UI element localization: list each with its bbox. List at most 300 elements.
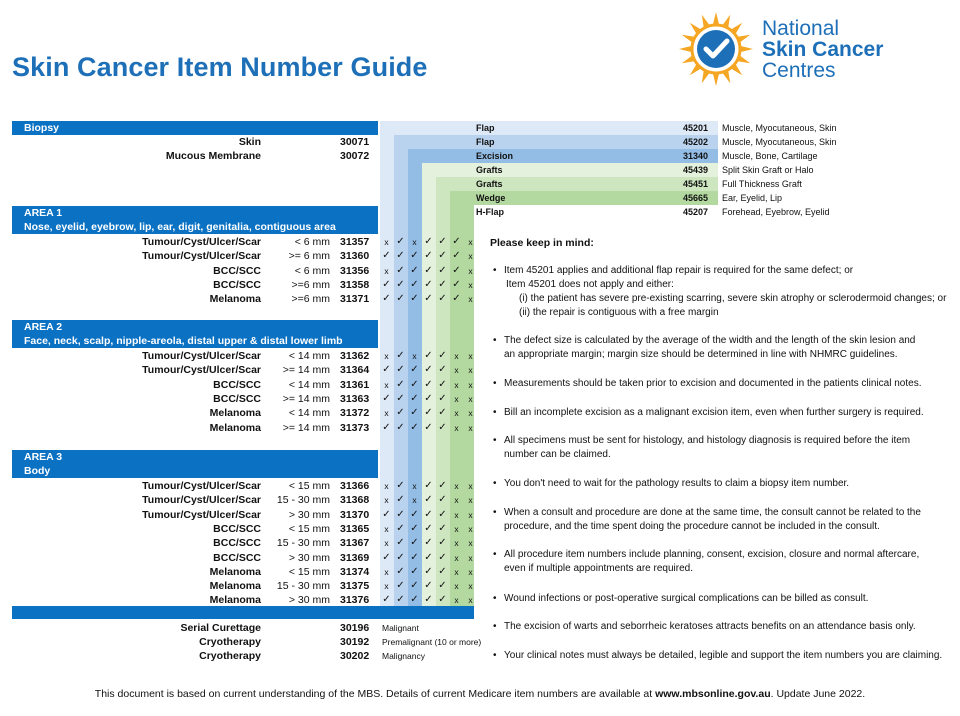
flap-number: 45439	[682, 165, 708, 175]
other-code: 30202	[340, 650, 370, 663]
item-size: < 6 mm	[294, 264, 330, 277]
area-title: AREA 3	[12, 450, 378, 464]
item-size: < 14 mm	[288, 407, 330, 420]
check-mark: ✓	[424, 594, 433, 606]
page-title: Skin Cancer Item Number Guide	[12, 52, 428, 82]
note-text	[504, 264, 955, 320]
check-mark: ✓	[410, 250, 419, 262]
note-line: All procedure item numbers include planning, consent, excision, closure and normal aftercare,	[504, 549, 920, 560]
item-label: Melanoma	[209, 565, 261, 578]
sun-ray	[679, 46, 691, 52]
check-mark: ✓	[438, 250, 447, 262]
biopsy-header: Biopsy	[12, 121, 378, 135]
note-line: The excision of warts and seborrheic keratoses attracts benefits on an attendance basis only.	[504, 621, 916, 632]
item-label: Tumour/Cyst/Ulcer/Scar	[142, 350, 261, 362]
cross-mark: x	[454, 581, 459, 592]
item-code: 31356	[340, 264, 370, 277]
note-item	[493, 548, 955, 576]
note-line: Your clinical notes must always be detailed, legible and support the item numbers you are claiming.	[504, 650, 943, 661]
check-mark: ✓	[424, 250, 433, 262]
flap-description: Full Thickness Graft	[722, 179, 802, 189]
biopsy-code: 30072	[340, 150, 370, 162]
other-label: Cryotherapy	[199, 636, 261, 649]
cross-mark: x	[384, 265, 389, 276]
check-mark: ✓	[410, 407, 419, 419]
cross-mark: x	[454, 595, 459, 606]
note-line: You don't need to wait for the pathology results to claim a biopsy item number.	[504, 478, 850, 489]
sun-ray	[741, 46, 753, 52]
flap-row	[474, 205, 718, 219]
cross-mark: x	[384, 237, 389, 247]
note-item	[493, 334, 955, 362]
footer-text: This document is based on current understanding of the MBS. Details of current Medicare item numbers are available at	[94, 688, 656, 700]
item-code: 31370	[340, 508, 370, 521]
note-line: (i) the patient has severe pre-existing scarring, severe skin atrophy or sclerodermoid changes; or	[519, 293, 947, 304]
flap-description: Ear, Eyelid, Lip	[722, 193, 783, 203]
note-item	[493, 620, 955, 634]
note-item	[493, 377, 955, 391]
item-label: Tumour/Cyst/Ulcer/Scar	[142, 236, 261, 248]
flap-description: Muscle, Bone, Cartilage	[722, 151, 818, 161]
cross-mark: x	[454, 379, 459, 390]
bullet-icon: •	[493, 593, 497, 604]
flap-name: Excision	[476, 151, 514, 161]
cross-mark: x	[454, 566, 459, 577]
item-size: >=6 mm	[291, 293, 330, 306]
logo	[676, 10, 956, 88]
cross-mark: x	[454, 538, 459, 549]
biopsy-label: Mucous Membrane	[165, 150, 261, 162]
item-code: 31369	[340, 551, 370, 564]
note-line: an appropriate margin; margin size should be determined in line with NHMRC guidelines.	[504, 349, 898, 360]
area-title: AREA 2	[12, 320, 378, 334]
check-mark: ✓	[410, 594, 419, 606]
item-code: 31360	[340, 250, 370, 263]
check-mark: ✓	[396, 522, 405, 534]
check-mark: ✓	[424, 392, 433, 404]
cross-mark: x	[468, 393, 473, 404]
other-label: Cryotherapy	[199, 650, 261, 663]
cross-mark: x	[468, 523, 473, 534]
item-size: 15 - 30 mm	[276, 580, 330, 593]
check-mark: ✓	[396, 421, 405, 433]
item-label: BCC/SCC	[213, 264, 261, 277]
check-mark: ✓	[438, 392, 447, 404]
item-label: Melanoma	[209, 407, 261, 420]
item-label: Tumour/Cyst/Ulcer/Scar	[142, 364, 261, 377]
check-mark: ✓	[424, 421, 433, 433]
other-label: Serial Curettage	[180, 622, 261, 634]
cross-mark: x	[412, 237, 417, 247]
bullet-icon: •	[493, 507, 497, 518]
item-label: BCC/SCC	[213, 378, 261, 391]
bullet-icon: •	[493, 435, 497, 446]
check-mark: ✓	[396, 392, 405, 404]
cross-mark: x	[454, 523, 459, 534]
bullet-icon: •	[493, 549, 497, 560]
check-mark: ✓	[438, 594, 447, 606]
cross-mark: x	[468, 408, 473, 419]
item-code: 31357	[340, 236, 370, 248]
check-mark: ✓	[396, 364, 405, 376]
cross-mark: x	[384, 566, 389, 577]
item-code: 31374	[340, 565, 370, 578]
check-mark: ✓	[438, 494, 447, 506]
check-mark: ✓	[424, 494, 433, 506]
check-mark: ✓	[396, 480, 405, 491]
check-mark: ✓	[396, 551, 405, 563]
bullet-icon: •	[493, 650, 497, 661]
section-divider	[12, 606, 474, 619]
item-code: 31373	[340, 421, 370, 434]
cross-mark: x	[468, 251, 473, 262]
flap-description: Split Skin Graft or Halo	[722, 165, 814, 175]
check-mark: ✓	[424, 264, 433, 276]
check-mark: ✓	[438, 421, 447, 433]
check-mark: ✓	[396, 293, 405, 305]
item-label: Melanoma	[209, 421, 261, 434]
check-mark: ✓	[396, 378, 405, 390]
flap-number: 45202	[682, 137, 708, 147]
note-line: Wound infections or post-operative surgical complications can be billed as consult.	[504, 593, 869, 604]
check-mark: ✓	[438, 580, 447, 592]
check-mark: ✓	[410, 392, 419, 404]
check-mark: ✓	[438, 378, 447, 390]
logo-line-2: Skin Cancer	[762, 38, 884, 61]
check-mark: ✓	[410, 278, 419, 290]
logo-line-1: National	[762, 17, 840, 40]
item-size: < 6 mm	[294, 236, 330, 248]
cross-mark: x	[384, 408, 389, 419]
check-mark: ✓	[396, 508, 405, 520]
check-mark: ✓	[438, 537, 447, 549]
check-mark: ✓	[396, 580, 405, 592]
item-code: 31358	[340, 278, 370, 291]
cross-mark: x	[384, 581, 389, 592]
check-mark: ✓	[410, 264, 419, 276]
other-code: 30192	[340, 636, 370, 649]
check-mark: ✓	[424, 508, 433, 520]
check-mark: ✓	[438, 236, 447, 247]
note-line: procedure, and the time spent doing the procedure cannot be included in the consult.	[504, 521, 880, 532]
flap-description: Forehead, Eyebrow, Eyelid	[722, 207, 830, 217]
check-mark: ✓	[424, 565, 433, 577]
check-mark: ✓	[410, 565, 419, 577]
item-code: 31363	[340, 392, 370, 405]
note-text	[504, 406, 955, 420]
check-mark: ✓	[438, 364, 447, 376]
note-text	[504, 620, 955, 634]
note-item	[493, 406, 955, 420]
note-text	[504, 649, 955, 663]
item-code: 31368	[340, 494, 370, 507]
check-mark: ✓	[396, 594, 405, 606]
cross-mark: x	[384, 481, 389, 491]
item-code: 31362	[340, 350, 370, 362]
cross-mark: x	[468, 581, 473, 592]
cross-mark: x	[468, 538, 473, 549]
bullet-icon: •	[493, 621, 497, 632]
cross-mark: x	[468, 495, 473, 506]
item-size: >=6 mm	[291, 278, 330, 291]
check-mark: ✓	[396, 278, 405, 290]
check-mark: ✓	[438, 565, 447, 577]
note-item	[493, 264, 955, 320]
item-code: 31361	[340, 378, 370, 391]
item-code: 31375	[340, 580, 370, 593]
flap-row	[474, 191, 718, 205]
sun-check-logo-icon	[676, 10, 756, 88]
flap-row	[474, 177, 718, 191]
check-mark: ✓	[382, 594, 391, 606]
note-item	[493, 434, 955, 462]
item-label: Tumour/Cyst/Ulcer/Scar	[142, 494, 261, 507]
check-mark: ✓	[410, 522, 419, 534]
cross-mark: x	[468, 481, 473, 491]
check-mark: ✓	[396, 350, 405, 361]
check-mark: ✓	[438, 350, 447, 361]
flap-name: Flap	[476, 137, 495, 147]
cross-mark: x	[468, 509, 473, 520]
check-mark: ✓	[382, 421, 391, 433]
cross-mark: x	[384, 495, 389, 506]
cross-mark: x	[454, 552, 459, 563]
item-code: 31371	[340, 293, 370, 306]
flap-name: H-Flap	[476, 207, 504, 217]
item-label: Melanoma	[209, 580, 261, 593]
check-mark: ✓	[382, 392, 391, 404]
cross-mark: x	[384, 351, 389, 361]
cross-mark: x	[412, 351, 417, 361]
biopsy-code: 30071	[340, 136, 370, 148]
cross-mark: x	[468, 365, 473, 376]
check-mark: ✓	[382, 508, 391, 520]
check-mark: ✓	[382, 364, 391, 376]
item-label: Melanoma	[209, 293, 261, 306]
item-size: < 15 mm	[288, 565, 330, 578]
bullet-icon: •	[493, 335, 497, 346]
biopsy-label: Skin	[238, 136, 261, 148]
check-mark: ✓	[410, 537, 419, 549]
item-label: Melanoma	[209, 594, 261, 607]
item-label: BCC/SCC	[213, 278, 261, 291]
footer	[0, 688, 960, 700]
check-mark: ✓	[424, 522, 433, 534]
cross-mark: x	[468, 422, 473, 433]
note-item	[493, 506, 955, 534]
cross-mark: x	[468, 379, 473, 390]
check-mark: ✓	[410, 378, 419, 390]
item-label: BCC/SCC	[213, 522, 261, 535]
check-mark: ✓	[424, 480, 433, 491]
item-label: Tumour/Cyst/Ulcer/Scar	[142, 480, 261, 492]
footer-suffix: . Update June 2022.	[770, 688, 866, 700]
item-code: 31376	[340, 594, 370, 607]
note-item	[493, 649, 955, 663]
check-mark: ✓	[410, 551, 419, 563]
note-item	[493, 477, 955, 491]
other-description: Malignant	[382, 623, 419, 633]
cross-mark: x	[468, 552, 473, 563]
item-size: >= 14 mm	[282, 421, 330, 434]
item-code: 31372	[340, 407, 370, 420]
check-mark: ✓	[382, 551, 391, 563]
check-mark: ✓	[424, 350, 433, 361]
note-text	[504, 506, 955, 534]
flap-description: Muscle, Myocutaneous, Skin	[722, 123, 837, 133]
note-item	[493, 592, 955, 606]
check-mark: ✓	[424, 364, 433, 376]
flap-number: 45201	[682, 123, 708, 133]
bullet-icon: •	[493, 478, 497, 489]
item-size: < 14 mm	[288, 378, 330, 391]
flap-row	[474, 121, 718, 135]
check-mark: ✓	[396, 236, 405, 247]
cross-mark: x	[468, 566, 473, 577]
flap-number: 45665	[682, 193, 708, 203]
item-label: Tumour/Cyst/Ulcer/Scar	[142, 508, 261, 521]
check-mark: ✓	[452, 278, 461, 290]
cross-mark: x	[468, 279, 473, 290]
check-mark: ✓	[438, 551, 447, 563]
note-text	[504, 334, 955, 362]
note-line: All specimens must be sent for histology, and histology diagnosis is required before the item	[504, 435, 911, 446]
cross-mark: x	[468, 294, 473, 305]
note-line: even if multiple appointments are required.	[504, 563, 693, 574]
check-mark: ✓	[382, 278, 391, 290]
sun-ray	[713, 74, 719, 86]
cross-mark: x	[384, 538, 389, 549]
area-subtitle: Face, neck, scalp, nipple-areola, distal upper & distal lower limb	[12, 334, 378, 348]
other-description: Premalignant (10 or more)	[382, 637, 482, 648]
flap-name: Grafts	[476, 165, 503, 175]
item-size: > 30 mm	[288, 508, 330, 521]
item-size: < 14 mm	[288, 350, 330, 362]
cross-mark: x	[454, 509, 459, 520]
item-size: >= 6 mm	[288, 250, 330, 263]
cross-mark: x	[454, 408, 459, 419]
note-line: number can be claimed.	[504, 449, 611, 460]
cross-mark: x	[454, 365, 459, 376]
item-size: > 30 mm	[288, 594, 330, 607]
item-code: 31367	[340, 537, 370, 550]
item-size: < 15 mm	[288, 522, 330, 535]
cross-mark: x	[384, 523, 389, 534]
check-mark: ✓	[438, 522, 447, 534]
check-mark: ✓	[438, 293, 447, 305]
flap-row	[474, 135, 718, 149]
check-mark: ✓	[424, 278, 433, 290]
check-mark: ✓	[396, 250, 405, 262]
check-mark: ✓	[410, 421, 419, 433]
bullet-icon: •	[493, 265, 497, 276]
item-label: Tumour/Cyst/Ulcer/Scar	[142, 250, 261, 263]
bullet-icon: •	[493, 378, 497, 389]
cross-mark: x	[454, 393, 459, 404]
flap-row	[474, 163, 718, 177]
check-mark: ✓	[424, 236, 433, 247]
item-code: 31364	[340, 364, 370, 377]
note-line: When a consult and procedure are done at the same time, the consult cannot be related to the	[504, 507, 921, 518]
check-mark: ✓	[396, 537, 405, 549]
cross-mark: x	[468, 237, 473, 247]
item-size: 15 - 30 mm	[276, 494, 330, 507]
check-mark: ✓	[438, 480, 447, 491]
note-line: Bill an incomplete excision as a malignant excision item, even when further surgery is required.	[504, 407, 924, 418]
item-code: 31366	[340, 480, 370, 492]
check-mark: ✓	[382, 250, 391, 262]
area-subtitle: Body	[12, 464, 378, 478]
check-mark: ✓	[438, 264, 447, 276]
item-size: > 30 mm	[288, 551, 330, 564]
note-text	[504, 548, 955, 576]
check-mark: ✓	[424, 293, 433, 305]
check-mark: ✓	[424, 407, 433, 419]
note-text	[504, 592, 955, 606]
check-mark: ✓	[410, 364, 419, 376]
check-mark: ✓	[438, 407, 447, 419]
area-title: AREA 1	[12, 206, 378, 220]
flap-name: Wedge	[476, 193, 506, 203]
cross-mark: x	[412, 481, 417, 491]
note-text	[504, 377, 955, 391]
footer-link[interactable]: www.mbsonline.gov.au	[655, 688, 771, 700]
check-mark: ✓	[396, 407, 405, 419]
item-label: BCC/SCC	[213, 392, 261, 405]
flap-name: Flap	[476, 123, 495, 133]
logo-line-3: Centres	[762, 59, 836, 82]
check-mark: ✓	[410, 293, 419, 305]
note-line: The defect size is calculated by the average of the width and the length of the skin lesion and	[504, 335, 916, 346]
check-mark: ✓	[396, 264, 405, 276]
note-line: (ii) the repair is contiguous with a free margin	[519, 307, 719, 318]
check-mark: ✓	[452, 250, 461, 262]
cross-mark: x	[468, 265, 473, 276]
note-line: Measurements should be taken prior to excision and documented in the patients clinical notes.	[504, 378, 922, 389]
check-mark: ✓	[410, 508, 419, 520]
check-mark: ✓	[452, 236, 461, 247]
flap-row	[474, 149, 718, 163]
area-subtitle: Nose, eyelid, eyebrow, lip, ear, digit, genitalia, contiguous area	[12, 220, 378, 234]
item-size: 15 - 30 mm	[276, 537, 330, 550]
item-size: >= 14 mm	[282, 392, 330, 405]
check-mark: ✓	[424, 580, 433, 592]
flap-number: 45207	[682, 207, 708, 217]
cross-mark: x	[454, 481, 459, 491]
flap-name: Grafts	[476, 179, 503, 189]
flap-number: 45451	[682, 179, 708, 189]
check-mark: ✓	[382, 293, 391, 305]
check-mark: ✓	[438, 508, 447, 520]
note-line: Item 45201 does not apply and either:	[506, 279, 674, 290]
item-label: BCC/SCC	[213, 551, 261, 564]
cross-mark: x	[454, 495, 459, 506]
check-mark: ✓	[410, 580, 419, 592]
other-code: 30196	[340, 622, 370, 634]
cross-mark: x	[454, 422, 459, 433]
item-code: 31365	[340, 522, 370, 535]
check-mark: ✓	[424, 551, 433, 563]
check-mark: ✓	[424, 537, 433, 549]
cross-mark: x	[468, 595, 473, 606]
note-text	[504, 477, 955, 491]
check-mark: ✓	[452, 293, 461, 305]
cross-mark: x	[468, 351, 473, 361]
other-description: Malignancy	[382, 651, 425, 662]
check-mark: ✓	[396, 494, 405, 506]
cross-mark: x	[412, 495, 417, 506]
check-mark: ✓	[438, 278, 447, 290]
